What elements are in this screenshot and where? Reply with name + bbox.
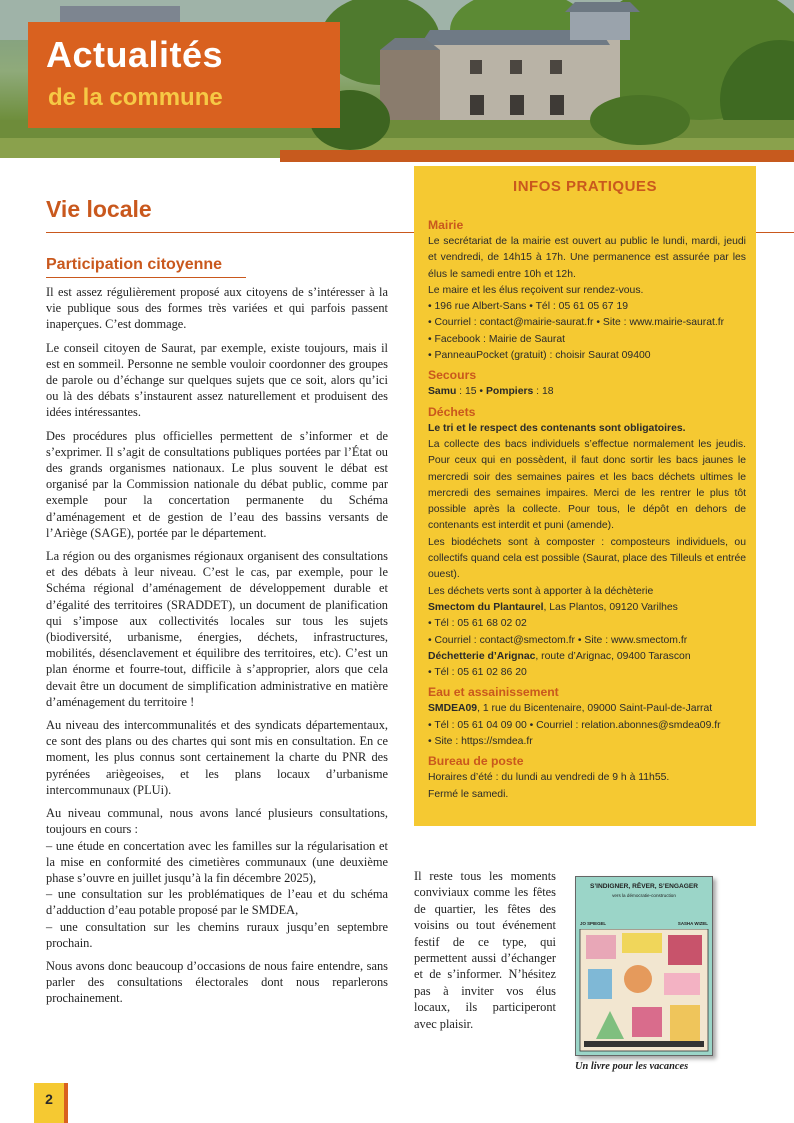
paragraph: Au niveau communal, nous avons lancé plusieurs consultations, toujours en cours : – une étude en concertation avec les familles sur la régularisation et la mise en conformité des cimetières communaux (une deuxième phase s’ouvre en juillet jusqu’à la fin décembre 2025), – une consultation sur les problématiques de l’eau et du schéma d’adduction d’eau potable proposé par le SMDEA, – une consultation sur les chemins ruraux jusqu’en septembre prochain. bbox=[46, 806, 388, 950]
dechets-text3: Les déchets verts sont à apporter à la déchèterie bbox=[428, 585, 654, 597]
book-title: S’INDIGNER, RÊVER, S’ENGAGER bbox=[589, 883, 699, 890]
infos-body bbox=[428, 214, 746, 803]
dechets-heading: Déchets bbox=[428, 404, 476, 419]
book-author-1: JO SPIEGEL bbox=[580, 921, 607, 926]
mairie-panneau: • PanneauPocket (gratuit) : choisir Saurat 09400 bbox=[428, 350, 651, 362]
mairie-address: • 196 rue Albert-Sans • Tél : 05 61 05 67 19 bbox=[428, 301, 629, 313]
book-authors bbox=[580, 921, 708, 926]
dechetterie-line bbox=[428, 649, 746, 665]
mairie-courriel: • Courriel : contact@mairie-saurat.fr • Site : www.mairie-saurat.fr bbox=[428, 317, 725, 329]
header-band bbox=[280, 150, 794, 162]
title-box bbox=[28, 22, 340, 128]
smdea-tel: • Tél : 05 61 04 09 00 • Courriel : relation.abonnes@smdea09.fr bbox=[428, 719, 721, 731]
poste-heading: Bureau de poste bbox=[428, 754, 524, 769]
samu-number: : 15 • bbox=[456, 386, 486, 398]
smectom-name: Smectom du Plantaurel bbox=[428, 601, 544, 613]
smectom-tel: • Tél : 05 61 68 02 02 bbox=[428, 618, 527, 630]
mairie-text2: Le maire et les élus reçoivent sur rendez-vous. bbox=[428, 284, 644, 296]
paragraph: Au niveau des intercommunalités et des syndicats départementaux, ce sont des plans ou des chartes qui sont mis en consultation. En ce moment, les plus connus sont certainement la charte du PNR des pyrénées ariègeoises, et les plans locaux d’urbanisme intercommunaux (PLUi). bbox=[46, 718, 388, 797]
left-column bbox=[46, 196, 388, 1006]
page-number-box bbox=[34, 1083, 64, 1123]
page-title: Actualités bbox=[46, 34, 224, 75]
dechets-text: La collecte des bacs individuels s’effectue normalement les jeudis. Pour ceux qui en possèdent, il faut donc sortir les bacs jaunes le mercredi soir des semaines paires et les bacs déchets ultimes le mercredi des semaines impaires. Merci de les rentrer le plus tôt possible après la collecte. Pour tous, le dépôt en dehors de contenants est interdit et puni (amende). bbox=[428, 438, 746, 532]
page-number-bar bbox=[64, 1083, 68, 1123]
paragraph: Nous avons donc beaucoup d’occasions de nous faire entendre, sans parler des consultations électorales dont nous reparlerons prochainement. bbox=[46, 958, 388, 1006]
book-author-2: SASHA WIZEL bbox=[677, 921, 708, 926]
eau-heading: Eau et assainissement bbox=[428, 685, 559, 700]
page-subtitle: de la commune bbox=[48, 84, 223, 111]
pompiers-number: : 18 bbox=[533, 386, 554, 398]
infos-title: INFOS PRATIQUES bbox=[513, 178, 657, 195]
mairie-heading: Mairie bbox=[428, 218, 464, 232]
smdea-address: , 1 rue du Bicentenaire, 09000 Saint-Paul-de-Jarrat bbox=[477, 703, 713, 715]
page-number: 2 bbox=[45, 1091, 53, 1107]
smdea-name: SMDEA09 bbox=[428, 703, 478, 715]
pompiers-label: Pompiers bbox=[485, 386, 534, 398]
paragraph: Des procédures plus officielles permettent de s’informer et de s’exprimer. Il s’agit de consultations publiques portées par l’État ou des grands organismes nationaux. Le plus souvent le débat est organisé par la Commission nationale du débat public, comme par exemple pour la concertation permanente du Schéma d’aménagement et de gestion de l’eau des bassins versants de l’Ariège (SAGE), portée par le département. bbox=[46, 428, 388, 540]
smdea-line bbox=[428, 701, 746, 717]
closing-text: Il reste tous les moments conviviaux comme les fêtes de quartier, les fêtes des voisins ou tout événement festif de ce type, qui permettent aussi d’échanger et de s’informer. N’hésitez pas à inviter vos élus locaux, ils participeront avec plaisir. bbox=[414, 869, 556, 1031]
poste-closed: Fermé le samedi. bbox=[428, 788, 509, 800]
header-photo bbox=[0, 0, 794, 158]
secours-heading: Secours bbox=[428, 368, 477, 383]
paragraph: Le conseil citoyen de Saurat, par exemple, existe toujours, mais il est en sommeil. Personne ne semble vouloir coordonner des groupes de parole ou d’échange sur quelques sujets que ce soit, alors qu’ici ou là des débats s’instaurent assez naturellement et produisent des idées intéressantes. bbox=[46, 340, 388, 420]
article-body bbox=[46, 284, 388, 1014]
dechetterie-name: Déchetterie d’Arignac bbox=[428, 650, 536, 662]
book-cover bbox=[575, 876, 713, 1056]
dechets-lead-text: Le tri et le respect des contenants sont obligatoires. bbox=[428, 422, 686, 434]
poste-hours: Horaires d’été : du lundi au vendredi de 9 h à 11h55. bbox=[428, 772, 670, 784]
smectom-line bbox=[428, 600, 746, 616]
subsection-title: Participation citoyenne bbox=[46, 256, 223, 273]
dechetterie-tel: • Tél : 05 61 02 86 20 bbox=[428, 667, 527, 679]
infos-box bbox=[414, 166, 756, 826]
book-illustration bbox=[576, 929, 712, 1055]
section-title: Vie locale bbox=[46, 196, 152, 222]
paragraph: La région ou des organismes régionaux organisent des consultations et des débats à leur niveau. C’est le cas, par exemple, pour le Schéma régional d’aménagement de développement durable et d’égalité des territoires (SRADDET), un document de planification qui s’impose aux collectivités locales sur tous les sujets (biodiversité, urbanisme, énergies, déchets, infrastructures, mobilités, désenclavement et équilibre des territoires, etc). C’est un plan énorme et fourre-tout, difficile à s’approprier, alors que cela devait être un document de simplification administrative en matière d’aménagement du territoire ! bbox=[46, 549, 388, 709]
subsection-rule bbox=[46, 277, 246, 278]
book-subtitle: vers la démocratie-construction bbox=[612, 893, 676, 898]
book-caption: Un livre pour les vacances bbox=[575, 1061, 689, 1072]
samu-label: Samu bbox=[428, 386, 457, 398]
paragraph: Il est assez régulièrement proposé aux citoyens de s’intéresser à la vie publique sous des formes très variées et qui parfois passent inaperçues. C’est dommage. bbox=[46, 285, 388, 332]
smectom-mail: • Courriel : contact@smectom.fr • Site : www.smectom.fr bbox=[428, 634, 688, 646]
smdea-site: • Site : https://smdea.fr bbox=[428, 736, 533, 748]
secours-line bbox=[428, 384, 746, 400]
dechets-lead bbox=[428, 421, 746, 437]
dechets-text2: Les biodéchets sont à composter : composteurs individuels, ou collectifs quand cela est possible (Saurat, place des Tilleuls et entrée ouest). bbox=[428, 536, 746, 581]
dechetterie-address: , route d’Arignac, 09400 Tarascon bbox=[535, 650, 691, 662]
mairie-text: Le secrétariat de la mairie est ouvert au public le lundi, mardi, jeudi et vendredi, de 14h15 à 17h. Une permanence est assurée par les élus le samedi entre 10h et 12h. bbox=[428, 236, 746, 280]
smectom-address: , Las Plantos, 09120 Varilhes bbox=[543, 601, 678, 613]
mairie-facebook: • Facebook : Mairie de Saurat bbox=[428, 333, 566, 345]
